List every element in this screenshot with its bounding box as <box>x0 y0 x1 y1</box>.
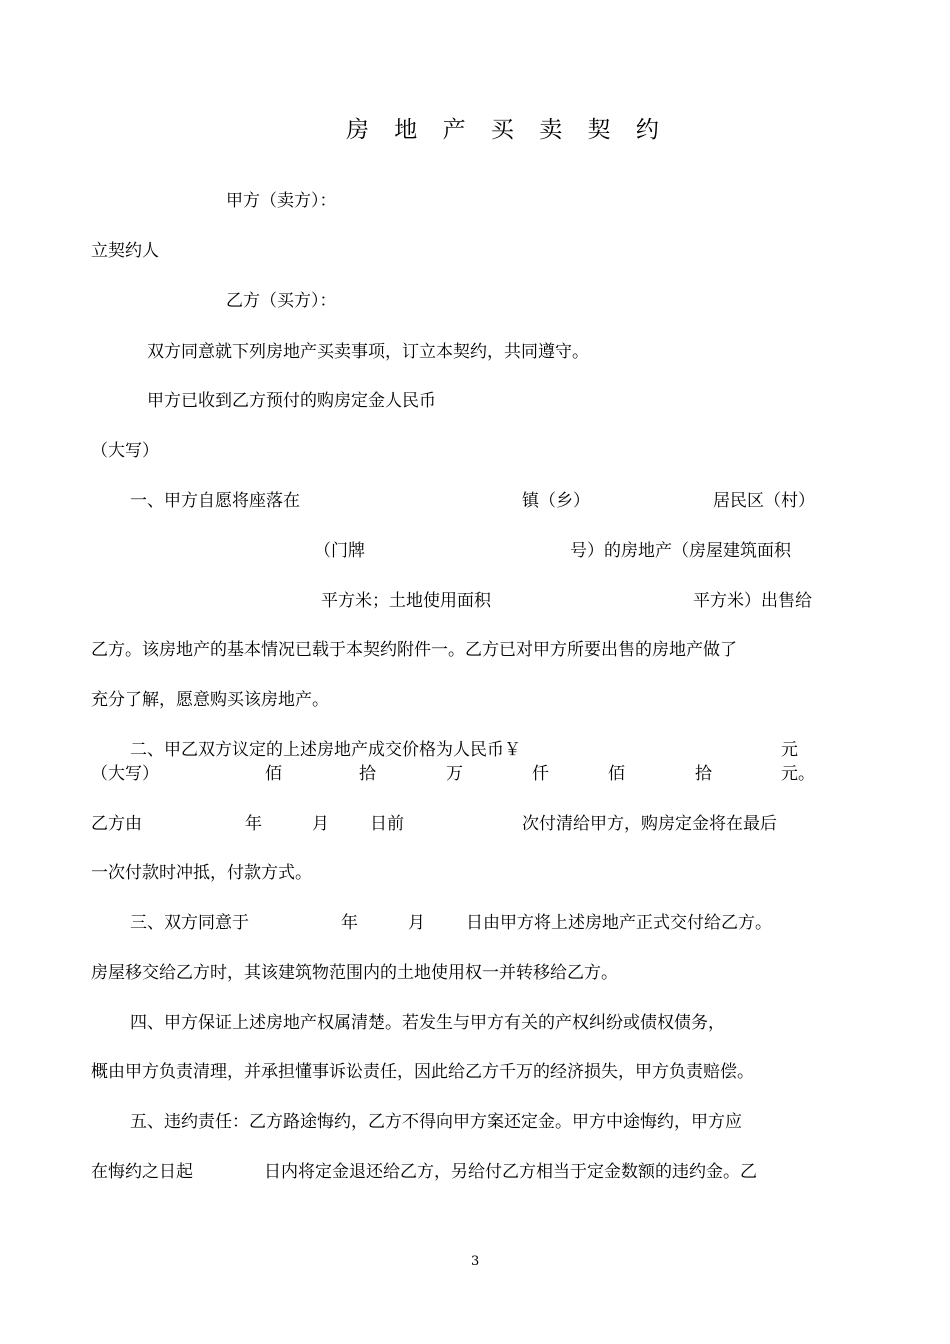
clause1-line2-a: （门牌 <box>314 541 365 561</box>
clause1-line5: 充分了解，愿意购买该房地产。 <box>91 690 329 710</box>
clause2-unit: 拾 <box>359 764 376 784</box>
clause5-line2-b: 日内将定金退还给乙方，另给付乙方相当于定金数额的违约金。乙 <box>264 1162 757 1182</box>
clause1-line3-b: 平方米）出售给 <box>693 591 812 611</box>
deposit-daxie-label: （大写） <box>91 441 159 461</box>
deposit-line: 甲方已收到乙方预付的购房定金人民币 <box>147 391 436 411</box>
clause1-line4: 乙方。该房地产的基本情况已载于本契约附件一。乙方已对甲方所要出售的房地产做了 <box>91 640 737 660</box>
clause3-line1-d: 日由甲方将上述房地产正式交付给乙方。 <box>466 913 772 933</box>
clause2-unit: 佰 <box>608 764 625 784</box>
clause3-line1-year: 年 <box>341 913 358 933</box>
clause2-line3-month: 月 <box>312 814 329 834</box>
clause5-line2-a: 在悔约之日起 <box>91 1162 193 1182</box>
clause2-unit: 佰 <box>265 764 282 784</box>
clause2-daxie-label: （大写） <box>91 764 159 784</box>
clause1-line1-c: 居民区（村） <box>713 491 815 511</box>
clause1-line1-a: 一、甲方自愿将座落在 <box>130 491 300 511</box>
clause2-line1-b: 元 <box>781 740 798 760</box>
clause5-line1: 五、违约责任：乙方路途悔约，乙方不得向甲方案还定金。甲方中途悔约，甲方应 <box>130 1112 742 1132</box>
clause2-line4: 一次付款时冲抵，付款方式。 <box>91 863 312 883</box>
clause3-line1-month: 月 <box>408 913 425 933</box>
clause2-line3-e: 次付清给甲方，购房定金将在最后 <box>522 814 777 834</box>
clause2-unit: 万 <box>446 764 463 784</box>
clause2-unit: 元。 <box>781 764 815 784</box>
clause3-line2: 房屋移交给乙方时，其该建筑物范围内的土地使用权一并转移给乙方。 <box>91 963 618 983</box>
clause2-line3-a: 乙方由 <box>91 814 142 834</box>
party-a-label: 甲方（卖方）： <box>226 191 337 211</box>
clause1-line1-b: 镇（乡） <box>522 491 590 511</box>
clause1-line2-b: 号）的房地产（房屋建筑面积 <box>570 541 791 561</box>
party-b-label: 乙方（买方）： <box>226 291 337 311</box>
clause4-line1: 四、甲方保证上述房地产权属清楚。若发生与甲方有关的产权纠纷或债权债务， <box>130 1013 725 1033</box>
clause4-line2: 概由甲方负责清理，并承担懂事诉讼责任，因此给乙方千万的经济损失，甲方负责赔偿。 <box>91 1062 754 1082</box>
signer-label: 立契约人 <box>91 241 159 261</box>
clause1-line3-a: 平方米；土地使用面积 <box>321 591 491 611</box>
clause2-line3-year: 年 <box>245 814 262 834</box>
clause2-line1-a: 二、甲乙双方议定的上述房地产成交价格为人民币￥ <box>130 740 521 760</box>
clause2-unit: 仟 <box>532 764 549 784</box>
document-title: 房 地 产 买 卖 契 约 <box>346 117 668 143</box>
clause2-unit: 拾 <box>695 764 712 784</box>
intro-paragraph: 双方同意就下列房地产买卖事项，订立本契约，共同遵守。 <box>147 342 589 362</box>
clause3-line1-a: 三、双方同意于 <box>130 913 249 933</box>
page-number: 3 <box>471 1254 480 1269</box>
clause2-line3-day: 日前 <box>370 814 404 834</box>
